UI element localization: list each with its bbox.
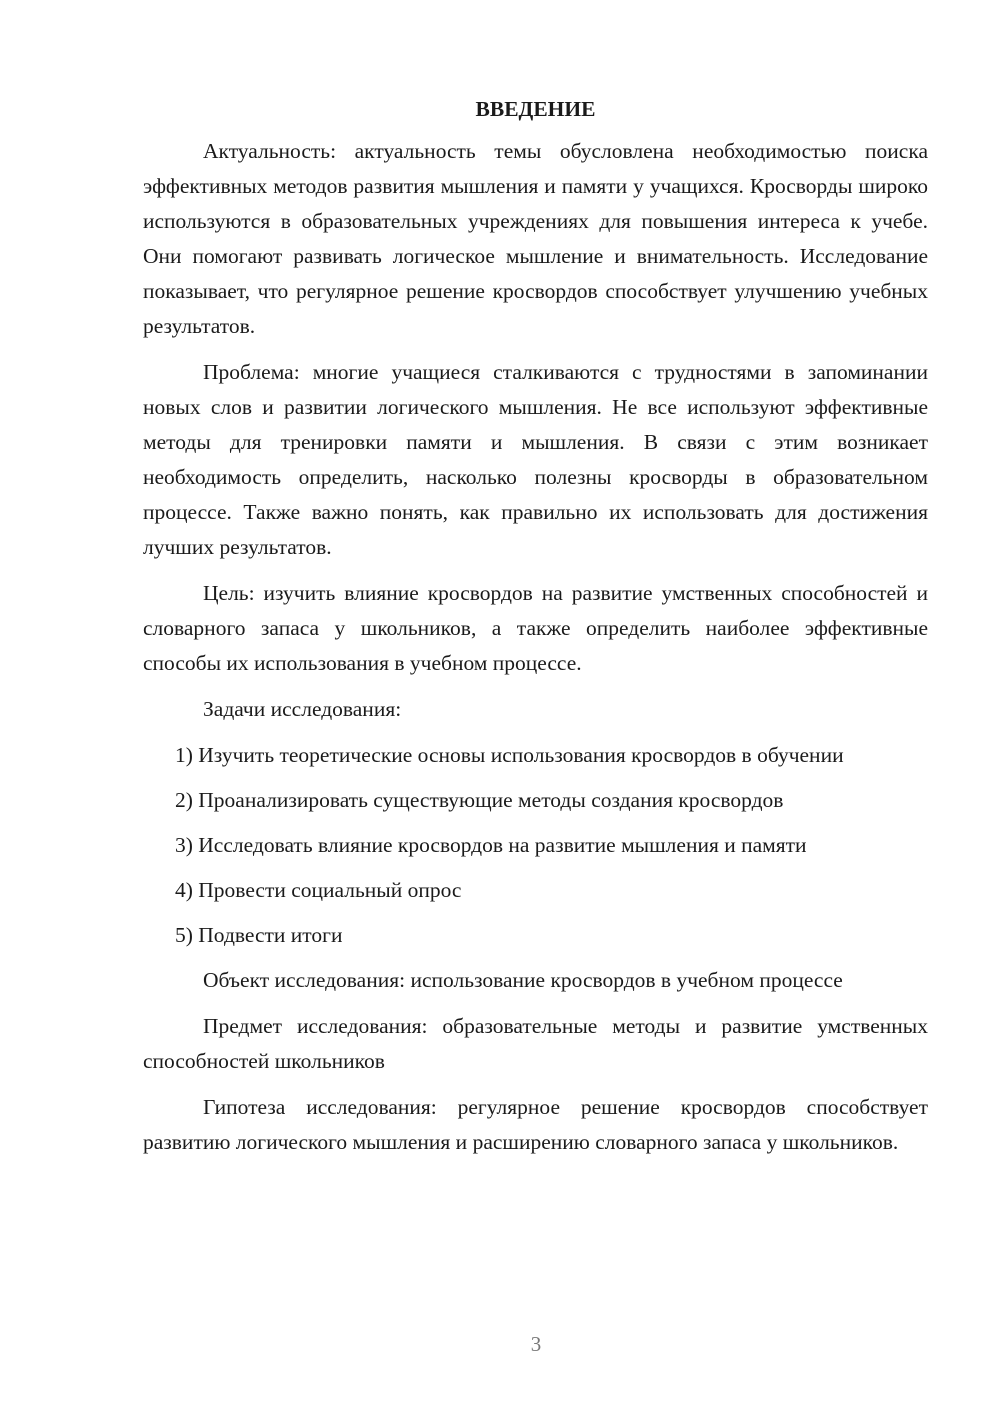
hypothesis-paragraph: Гипотеза исследования: регулярное решение кросвордов способствует развитию логического мышления и расширению словарного запаса у школьников.: [143, 1095, 928, 1154]
subject-paragraph: Предмет исследования: образовательные методы и развитие умственных способностей школьников: [143, 1014, 928, 1073]
list-item: 3) Исследовать влияние кросвордов на развитие мышления и памяти: [175, 833, 807, 857]
tasks-list: [143, 738, 928, 953]
list-item: 1) Изучить теоретические основы использования кросвордов в обучении: [175, 743, 844, 767]
tasks-label: Задачи исследования:: [203, 697, 402, 721]
page-number: 3: [530, 1332, 542, 1356]
relevance-paragraph: Актуальность: актуальность темы обусловлена необходимостью поиска эффективных методов развития мышления и памяти у учащихся. Кросворды широко используются в образовательных учреждениях для повышения интереса к учебе. Они помогают развивать логическое мышление и внимательность. Исследование показывает, что регулярное решение кросвордов способствует улучшению учебных результатов.: [143, 139, 928, 338]
object-paragraph: Объект исследования: использование кросвордов в учебном процессе: [203, 968, 843, 992]
document-page: [143, 92, 928, 1171]
list-item: 5) Подвести итоги: [175, 923, 343, 947]
problem-paragraph: Проблема: многие учащиеся сталкиваются с трудностями в запоминании новых слов и развитии логического мышления. Не все используют эффективные методы для тренировки памяти и мышления. В связи с этим возникает необходимость определить, насколько полезны кросворды в образовательном процессе. Также важно понять, как правильно их использовать для достижения лучших результатов.: [143, 360, 928, 559]
list-item: 4) Провести социальный опрос: [175, 878, 462, 902]
page-title: ВВЕДЕНИЕ: [475, 97, 596, 121]
goal-paragraph: Цель: изучить влияние кросвордов на развитие умственных способностей и словарного запаса у школьников, а также определить наиболее эффективные способы их использования в учебном процессе.: [143, 581, 928, 675]
list-item: 2) Проанализировать существующие методы создания кросвордов: [175, 788, 784, 812]
